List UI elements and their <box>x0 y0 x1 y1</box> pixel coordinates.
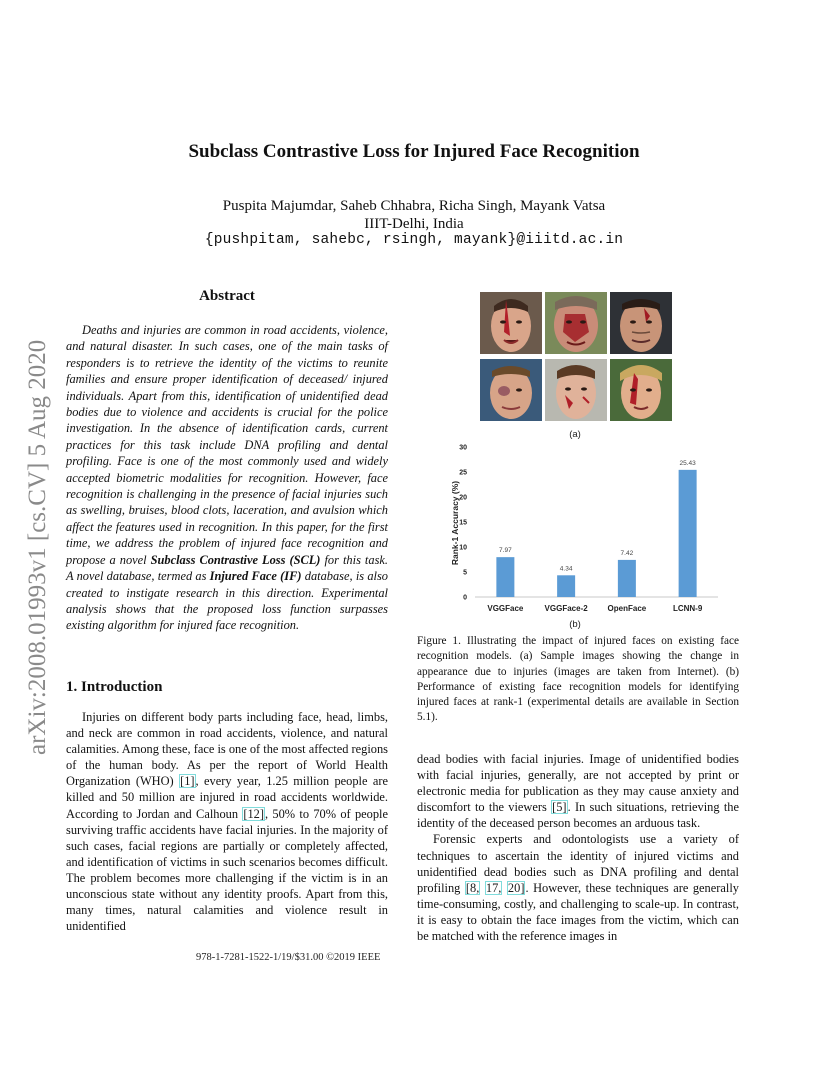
x-tick-label: LCNN-9 <box>672 604 703 613</box>
author-emails: {pushpitam, sahebc, rsingh, mayank}@iiitd.ac.in <box>204 232 624 248</box>
paragraph: dead bodies with facial injuries. Image of unidentified bodies with facial injuries, generally, are not accepted by print or electronic media for publication as they may cause anxiety and discomfort to the viewers [5]. In such situations, retrieving the identity of the deceased person becomes an arduous task. <box>417 752 739 831</box>
affiliation: IIIT-Delhi, India <box>364 216 464 232</box>
injured-face-photo <box>480 359 542 421</box>
introduction-paragraph: Injuries on different body parts including face, head, limbs, and neck are common in road accidents, violence, and natural calamities. Among these, face is one of the most affected regions of the human body. As per the report of World Health Organization (WHO) [1], every year, 1.25 million people are killed and 50 million are injured in road accidents worldwide. According to Jordan and Calhoun [12], 50% to 70% of people surviving traffic accidents have facial injuries. In the majority of such cases, facial regions are partially or completely affected, and identification of victims in such scenarios becomes difficult. The problem becomes more challenging if the victim is in an unconscious state without any identity proofs. Apart from this, many times, natural calamities and violence result in unidentified <box>66 710 388 934</box>
y-axis-label: Rank-1 Accuracy (%) <box>450 480 460 566</box>
paragraph: Forensic experts and odontologists use a variety of techniques to ascertain the identity of injured victims and unidentified dead bodies such as DNA profiling and dental profiling [8, 17, 20]. However, these techniques are generally time-consuming, costly, and challenging to scale-up. In contrast, it is easy to obtain the face images from the victim, which can be matched with the reference images in <box>417 832 739 944</box>
citation-link-17[interactable]: 17, <box>485 880 502 895</box>
bar-lcnn-9 <box>679 470 697 597</box>
injured-face-photo <box>480 292 542 354</box>
accuracy-bar-chart <box>448 440 738 620</box>
bar-value-label: 7.97 <box>499 547 512 555</box>
bar-value-label: 7.42 <box>620 549 634 557</box>
citation-link-12[interactable]: [12] <box>243 806 264 821</box>
x-tick-label: VGGFace <box>487 604 524 613</box>
if-database-term: Injured Face (IF) <box>209 569 302 584</box>
injured-face-photo <box>610 292 672 354</box>
citation-link-1[interactable]: [1] <box>180 774 195 789</box>
y-tick-label: 5 <box>463 569 467 577</box>
scl-term: Subclass Contrastive Loss (SCL) <box>150 552 321 567</box>
y-tick-label: 25 <box>459 469 467 477</box>
bar-vggface <box>496 557 514 597</box>
injured-face-photo <box>610 359 672 421</box>
x-tick-label: VGGFace-2 <box>544 604 588 613</box>
citation-link-5[interactable]: [5] <box>552 800 567 815</box>
citation-link-20[interactable]: 20] <box>507 880 525 895</box>
arxiv-stamp-text: arXiv:2008.01993v1 [cs.CV] 5 Aug 2020 <box>24 339 51 755</box>
y-tick-label: 30 <box>459 444 467 452</box>
chart-canvas <box>448 440 738 620</box>
y-tick-label: 10 <box>459 544 467 552</box>
right-column-text <box>417 751 739 944</box>
y-tick-label: 20 <box>459 494 467 502</box>
figure-label-b: (b) <box>569 619 581 630</box>
bar-vggface-2 <box>557 575 575 597</box>
abstract-heading: Abstract <box>199 288 255 304</box>
citation-link-8[interactable]: [8, <box>465 880 480 895</box>
paper-title: Subclass Contrastive Loss for Injured Face Recognition <box>188 141 640 162</box>
section-heading-introduction: 1. Introduction <box>66 679 163 695</box>
author-list: Puspita Majumdar, Saheb Chhabra, Richa Singh, Mayank Vatsa <box>222 198 606 214</box>
y-tick-label: 0 <box>463 594 467 602</box>
injured-face-photo <box>545 292 607 354</box>
y-tick-label: 15 <box>459 519 467 527</box>
bar-value-label: 4.34 <box>559 565 573 573</box>
bar-openface <box>618 560 636 597</box>
footer-copyright: 978-1-7281-1522-1/19/$31.00 ©2019 IEEE <box>196 952 381 963</box>
injured-face-photo <box>545 359 607 421</box>
figure-label-a: (a) <box>569 429 581 440</box>
x-tick-label: OpenFace <box>607 604 647 613</box>
arxiv-stamp <box>18 285 54 755</box>
bar-value-label: 25.43 <box>679 459 696 467</box>
figure-caption: Figure 1. Illustrating the impact of injured faces on existing face recognition models. (a) Sample images showing the change in appearance due to injuries (images are taken from Internet). (b) Performance of existing face recognition models for identifying injured faces at rank-1 (experimental details are available in Section 5.1). <box>417 635 739 724</box>
abstract-text: Deaths and injuries are common in road accidents, violence, and natural disaster. In such cases, one of the main tasks of responders is to retrieve the identity of the victims to reunite families and ensure proper identification of deceased/ injured individuals. Apart from this, identification of unidentified dead bodies due to violence and accidents is crucial for the police investigation. In the absence of identification cards, current practices for this task include DNA profiling and dental profiling. Face is one of the most commonly used and widely accepted biometric modalities for recognition. However, face recognition is challenging in the presence of facial injuries such as swelling, bruises, blood clots, laceration, and avulsion which affect the features used in recognition. In this paper, for the first time, we address the problem of injured face recognition and propose a novel Subclass Contrastive Loss (SCL) for this task. A novel database, termed as Injured Face (IF) database, is also created to instigate research in this direction. Experimental analysis shows that the proposed loss function surpasses existing algorithm for injured face recognition. <box>66 323 388 633</box>
